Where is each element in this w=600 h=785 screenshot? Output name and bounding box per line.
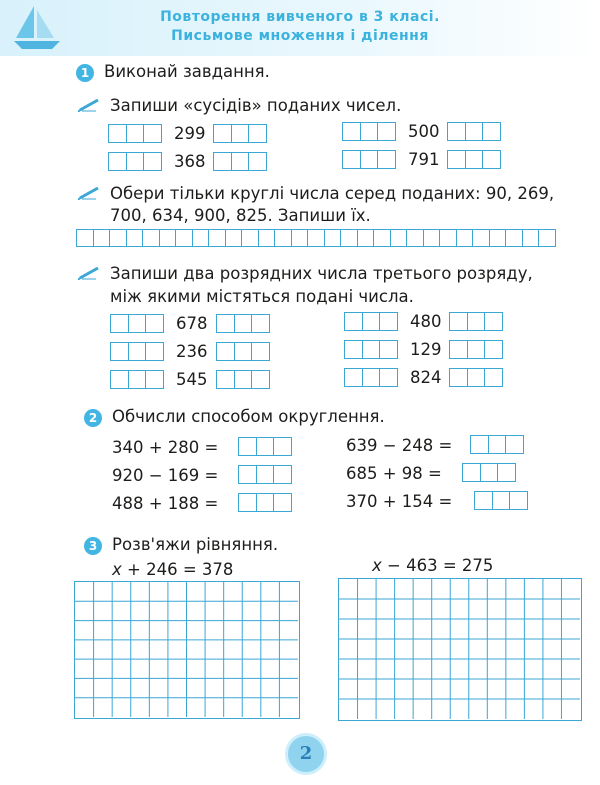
answer-cells[interactable] <box>108 152 161 171</box>
equation-left <box>112 560 233 579</box>
given-number: 791 <box>408 150 440 169</box>
given-number: 824 <box>410 368 442 387</box>
page-number: 2 <box>285 733 327 775</box>
task-number-badge: 1 <box>76 64 94 82</box>
pencil-icon <box>78 98 102 112</box>
answer-cells[interactable] <box>213 152 266 171</box>
answer-cells[interactable] <box>342 122 395 141</box>
answer-cells[interactable] <box>110 314 163 333</box>
expression: 488 + 188 = <box>112 494 219 513</box>
variable-x: x <box>372 556 382 575</box>
equation-right-rest: − 463 = 275 <box>387 556 494 575</box>
answer-cells[interactable] <box>470 435 523 454</box>
answer-cells-row[interactable] <box>76 229 555 247</box>
task-number-badge: 3 <box>84 537 102 555</box>
answer-cells[interactable] <box>462 463 515 482</box>
answer-cells[interactable] <box>449 368 502 387</box>
task1-sub3-line2: між якими містяться подані числа. <box>110 287 414 306</box>
answer-cells[interactable] <box>216 370 269 389</box>
task3-title: Розв'яжи рівняння. <box>112 535 279 554</box>
answer-cells[interactable] <box>447 122 500 141</box>
task1-sub1-text: Запиши «сусідів» поданих чисел. <box>110 96 402 115</box>
given-number: 545 <box>176 370 208 389</box>
answer-cells[interactable] <box>344 368 397 387</box>
given-number: 299 <box>174 124 206 143</box>
equation-left-rest: + 246 = 378 <box>127 560 234 579</box>
task1-sub2-line2: 700, 634, 900, 825. Запиши їх. <box>110 206 371 225</box>
task1-sub2-line1: Обери тільки круглі числа серед поданих: 90, 269, <box>110 184 555 203</box>
expression: 685 + 98 = <box>346 464 442 483</box>
given-number: 500 <box>408 122 440 141</box>
expression: 639 − 248 = <box>346 436 453 455</box>
answer-cells[interactable] <box>238 465 291 484</box>
expression: 920 − 169 = <box>112 466 219 485</box>
expression: 370 + 154 = <box>346 492 453 511</box>
answer-cells[interactable] <box>110 370 163 389</box>
given-number: 368 <box>174 152 206 171</box>
answer-cells[interactable] <box>216 342 269 361</box>
answer-cells[interactable] <box>216 314 269 333</box>
expression: 340 + 280 = <box>112 438 219 457</box>
answer-cells[interactable] <box>449 340 502 359</box>
task-number-badge: 2 <box>84 409 102 427</box>
answer-cells[interactable] <box>108 124 161 143</box>
answer-cells[interactable] <box>342 150 395 169</box>
variable-x: x <box>112 560 122 579</box>
given-number: 236 <box>176 342 208 361</box>
answer-cells[interactable] <box>344 340 397 359</box>
given-number: 129 <box>410 340 442 359</box>
answer-cells[interactable] <box>447 150 500 169</box>
answer-cells[interactable] <box>238 437 291 456</box>
given-number: 678 <box>176 314 208 333</box>
task2-title: Обчисли способом округлення. <box>112 407 385 426</box>
header-subtitle: Письмове множення і ділення <box>171 28 429 44</box>
answer-cells[interactable] <box>474 491 527 510</box>
header-title: Повторення вивченого в 3 класі. <box>160 9 440 25</box>
pencil-icon <box>78 186 102 200</box>
answer-cells[interactable] <box>449 312 502 331</box>
task1-title: Виконай завдання. <box>104 62 270 81</box>
given-number: 480 <box>410 312 442 331</box>
task1-sub3-line1: Запиши два розрядних числа третього розряду, <box>110 264 533 283</box>
answer-cells[interactable] <box>110 342 163 361</box>
answer-cells[interactable] <box>213 124 266 143</box>
pencil-icon <box>78 266 102 280</box>
equation-right <box>372 556 493 575</box>
workspace-grid-right[interactable] <box>338 578 582 721</box>
workspace-grid-left[interactable] <box>74 581 300 719</box>
answer-cells[interactable] <box>344 312 397 331</box>
answer-cells[interactable] <box>238 493 291 512</box>
